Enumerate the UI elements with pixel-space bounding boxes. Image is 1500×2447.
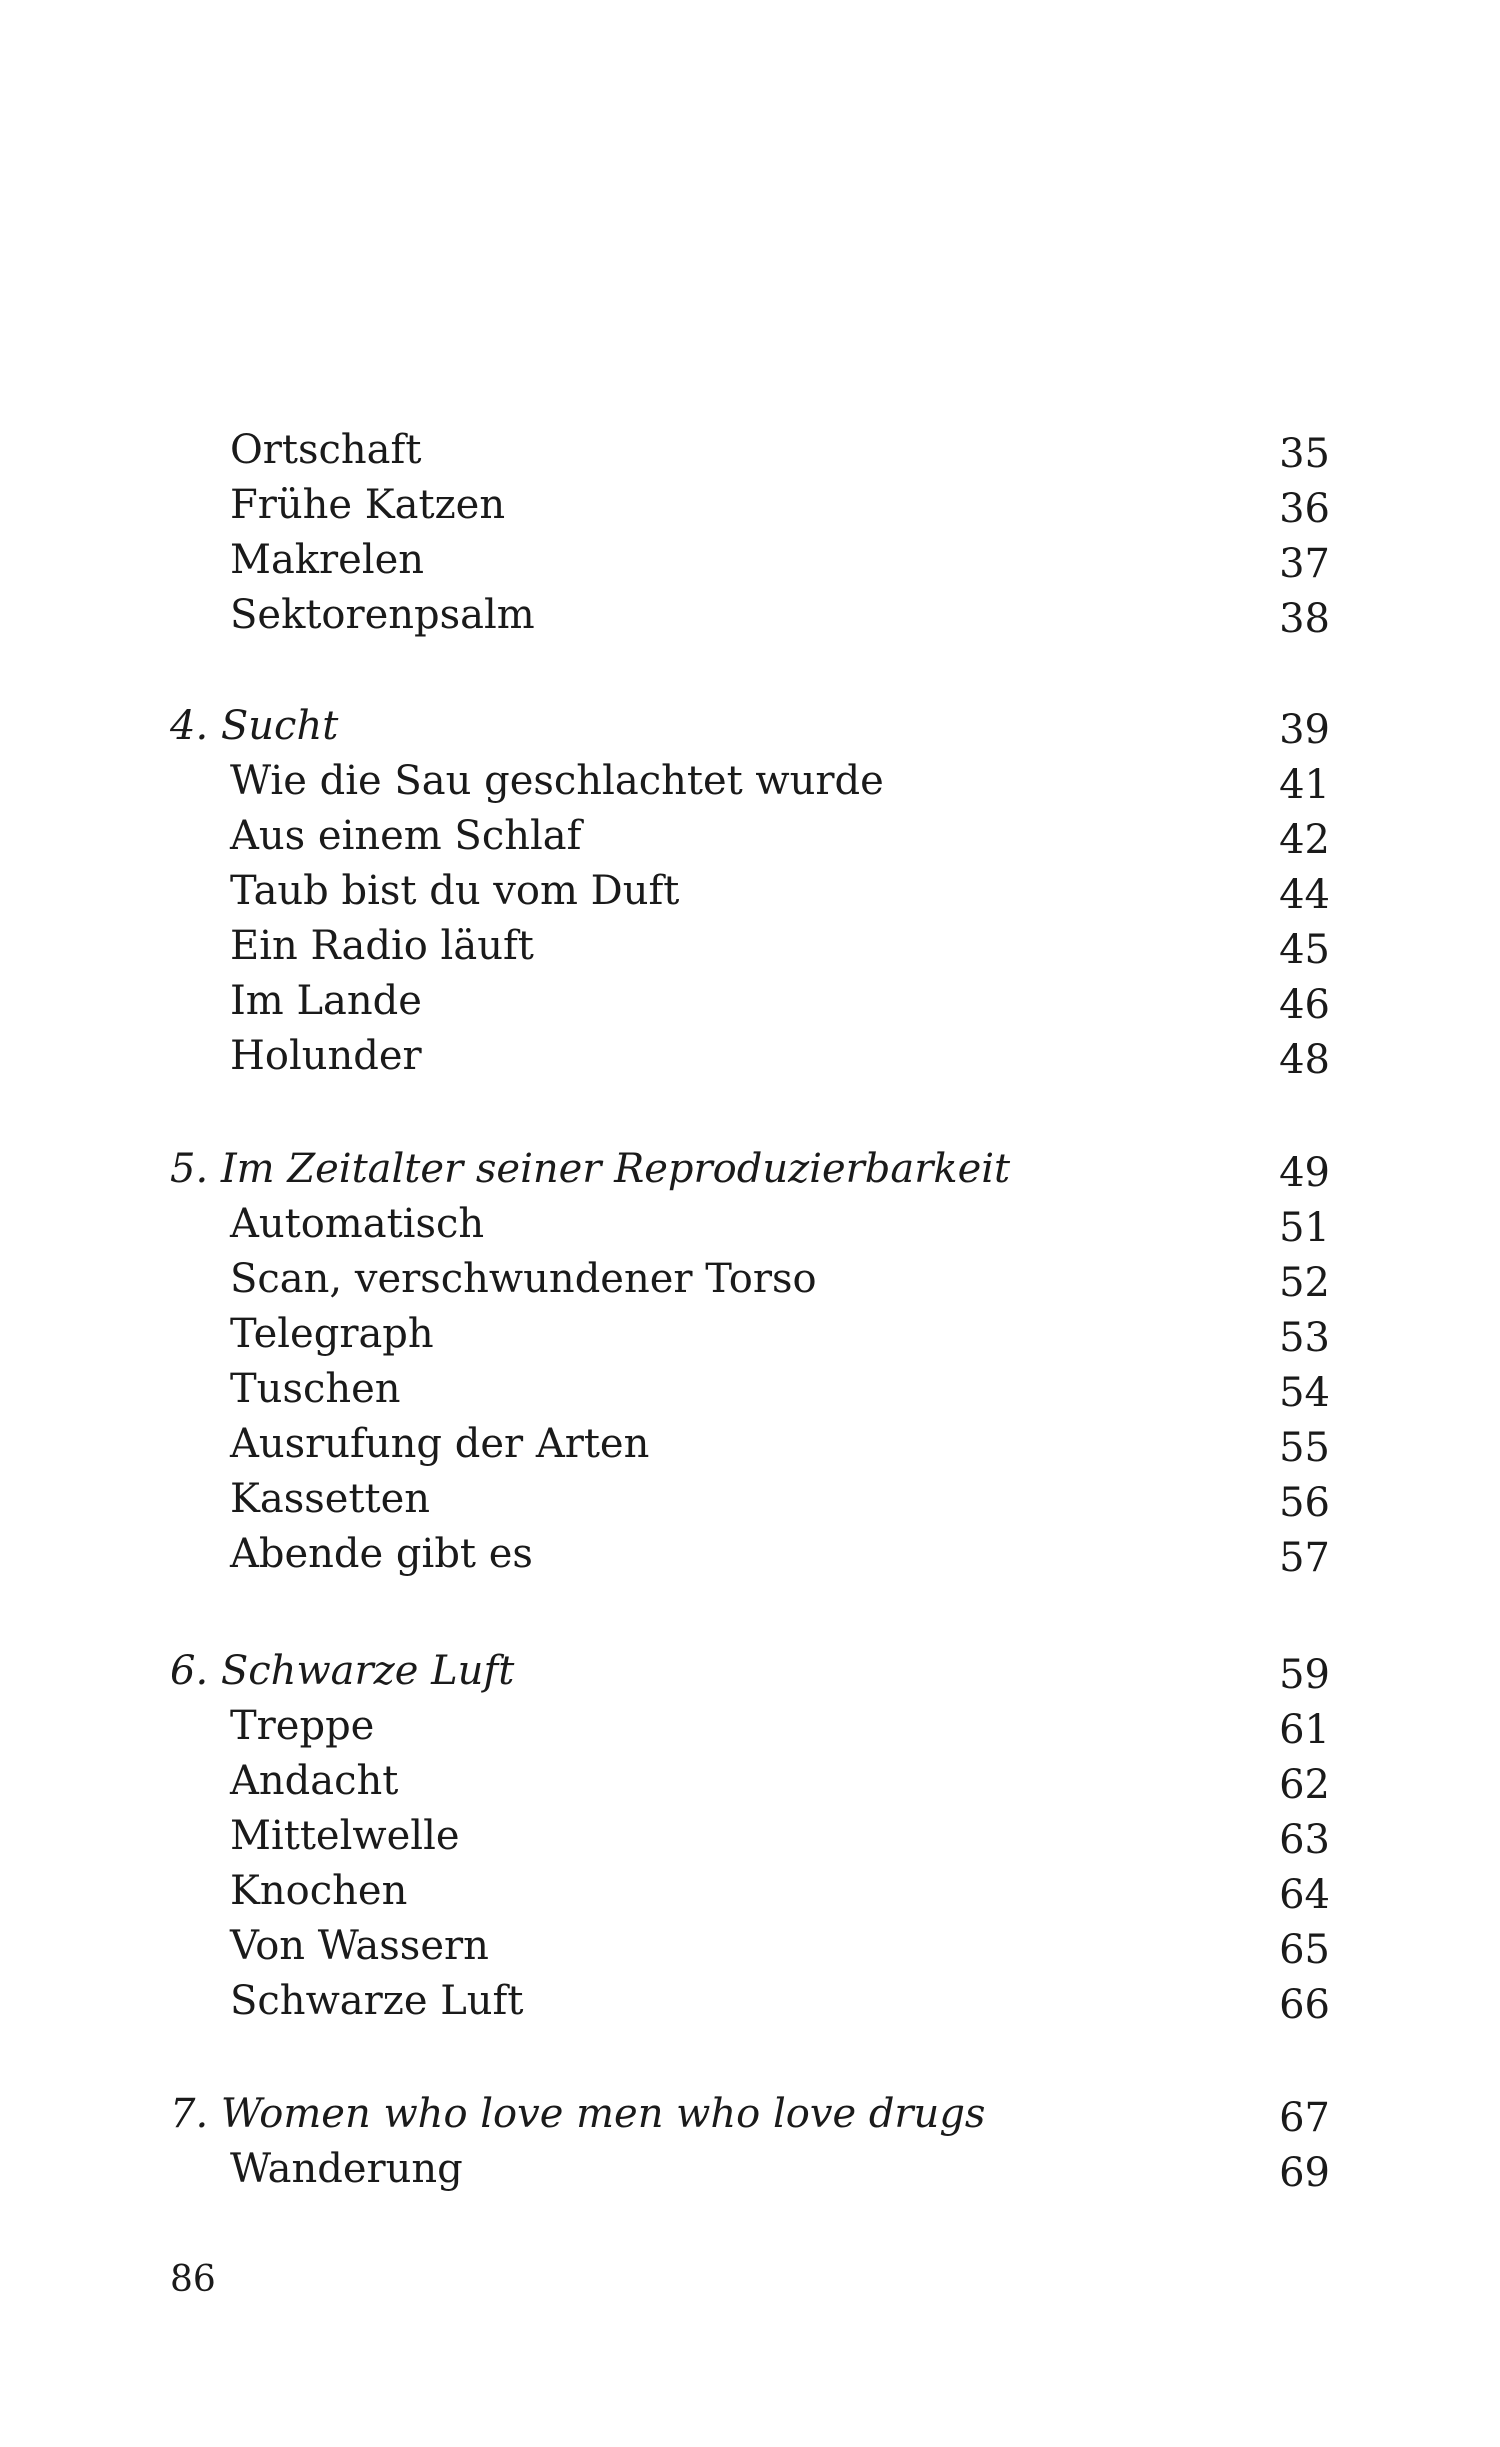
entry-title: Ein Radio läuft [230, 923, 534, 969]
toc-entry [0, 1361, 1500, 1417]
entry-page: 54 [1279, 1370, 1330, 1416]
entry-title: Von Wassern [230, 1923, 489, 1969]
toc-entry [0, 1028, 1500, 1084]
entry-title: Makrelen [230, 537, 425, 583]
entry-title: Andacht [230, 1758, 399, 1804]
toc-entry [0, 1973, 1500, 2029]
toc-section-heading [0, 698, 1500, 754]
entry-page: 56 [1279, 1480, 1330, 1526]
section-page: 59 [1279, 1652, 1330, 1698]
entry-title: Telegraph [230, 1311, 434, 1357]
section-title: 5. Im Zeitalter seiner Reproduzierbarkeit [170, 1146, 1011, 1192]
entry-page: 66 [1279, 1982, 1330, 2028]
toc-entry [0, 2141, 1500, 2197]
entry-title: Ausrufung der Arten [230, 1421, 650, 1467]
entry-page: 51 [1279, 1205, 1330, 1251]
entry-page: 55 [1279, 1425, 1330, 1471]
entry-page: 62 [1279, 1762, 1330, 1808]
entry-title: Ortschaft [230, 427, 422, 473]
entry-title: Mittelwelle [230, 1813, 460, 1859]
entry-page: 37 [1279, 541, 1330, 587]
entry-page: 42 [1279, 817, 1330, 863]
toc-entry [0, 973, 1500, 1029]
entry-page: 41 [1279, 762, 1330, 808]
entry-page: 52 [1279, 1260, 1330, 1306]
toc-section-heading [0, 2086, 1500, 2142]
section-page: 49 [1279, 1150, 1330, 1196]
toc-entry [0, 587, 1500, 643]
entry-title: Schwarze Luft [230, 1978, 524, 2024]
entry-title: Kassetten [230, 1476, 431, 1522]
section-title: 6. Schwarze Luft [170, 1648, 515, 1694]
toc-section-heading [0, 1141, 1500, 1197]
toc-entry [0, 1306, 1500, 1362]
entry-title: Knochen [230, 1868, 408, 1914]
toc-entry [0, 1808, 1500, 1864]
entry-page: 46 [1279, 982, 1330, 1028]
entry-title: Taub bist du vom Duft [230, 868, 680, 914]
entry-page: 63 [1279, 1817, 1330, 1863]
entry-page: 44 [1279, 872, 1330, 918]
entry-title: Wanderung [230, 2146, 463, 2192]
entry-page: 36 [1279, 486, 1330, 532]
toc-entry [0, 1471, 1500, 1527]
entry-page: 65 [1279, 1927, 1330, 1973]
toc-entry [0, 1196, 1500, 1252]
entry-page: 57 [1279, 1535, 1330, 1581]
entry-title: Im Lande [230, 978, 422, 1024]
toc-entry [0, 1753, 1500, 1809]
toc-entry [0, 863, 1500, 919]
toc-entry [0, 422, 1500, 478]
toc-entry [0, 532, 1500, 588]
entry-page: 35 [1279, 431, 1330, 477]
entry-title: Treppe [230, 1703, 375, 1749]
section-page: 67 [1279, 2095, 1330, 2141]
entry-page: 38 [1279, 596, 1330, 642]
entry-title: Abende gibt es [230, 1531, 533, 1577]
toc-entry [0, 753, 1500, 809]
entry-title: Aus einem Schlaf [230, 813, 582, 859]
toc-entry [0, 477, 1500, 533]
entry-page: 69 [1279, 2150, 1330, 2196]
entry-title: Scan, verschwundener Torso [230, 1256, 817, 1302]
toc-entry [0, 1698, 1500, 1754]
toc-entry [0, 808, 1500, 864]
entry-title: Holunder [230, 1033, 422, 1079]
toc-entry [0, 1918, 1500, 1974]
section-title: 4. Sucht [170, 703, 339, 749]
section-title: 7. Women who love men who love drugs [170, 2091, 986, 2137]
entry-page: 53 [1279, 1315, 1330, 1361]
entry-page: 45 [1279, 927, 1330, 973]
entry-title: Frühe Katzen [230, 482, 506, 528]
entry-title: Wie die Sau geschlachtet wurde [230, 758, 884, 804]
page-number: 86 [170, 2259, 216, 2300]
toc-entry [0, 1863, 1500, 1919]
entry-page: 48 [1279, 1037, 1330, 1083]
toc-entry [0, 918, 1500, 974]
entry-title: Automatisch [230, 1201, 485, 1247]
entry-title: Sektorenpsalm [230, 592, 535, 638]
section-page: 39 [1279, 707, 1330, 753]
entry-page: 61 [1279, 1707, 1330, 1753]
toc-entry [0, 1251, 1500, 1307]
entry-page: 64 [1279, 1872, 1330, 1918]
toc-entry [0, 1526, 1500, 1582]
entry-title: Tuschen [230, 1366, 401, 1412]
toc-entry [0, 1416, 1500, 1472]
toc-section-heading [0, 1643, 1500, 1699]
